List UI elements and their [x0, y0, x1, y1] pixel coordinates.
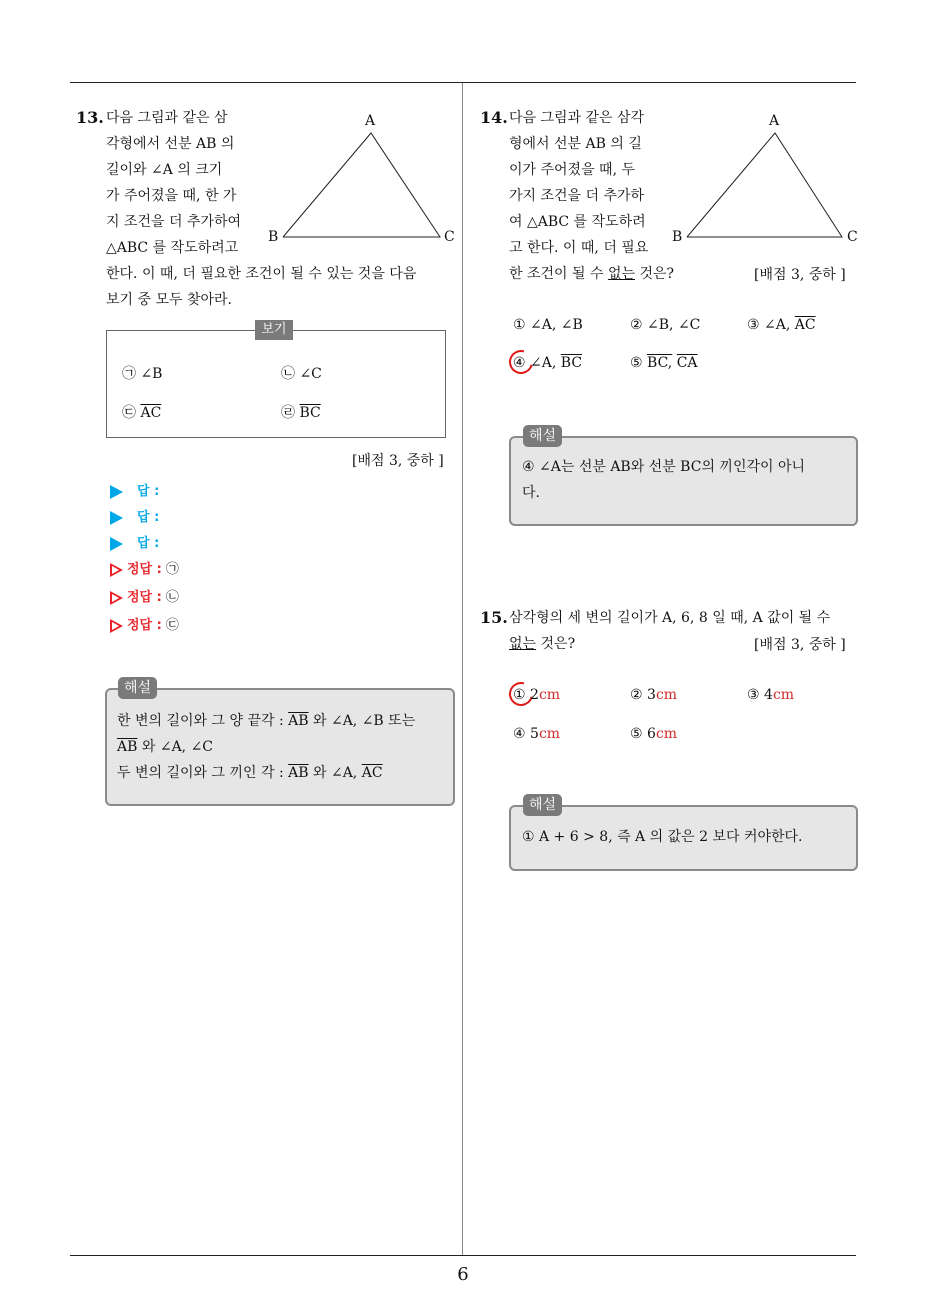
choice-4[interactable]: ④ ∠A, $\overline{BC}$	[513, 355, 583, 371]
question-text: 다음 그림과 같은 삼 각형에서 선분 AB 의 길이와 ∠A 의 크기 가 주어졌을 때, 한 가 지 조건을 더 추가하여 △ABC 를 작도하려고	[106, 110, 242, 256]
vertex-label-b: B	[268, 229, 279, 245]
choice-3[interactable]: ③ ∠A, $\overline{AC}$	[747, 317, 816, 333]
vertex-label-b: B	[672, 229, 683, 245]
choice-2[interactable]: ② 3cm	[630, 687, 678, 703]
correct-answer-line: 정답 : ㉢	[110, 614, 179, 633]
column-divider	[462, 83, 463, 1255]
solution-text: ④ ∠A는 선분 AB와 선분 BC의 끼인각이 아니 다.	[522, 459, 806, 501]
vertex-label-a: A	[365, 113, 376, 129]
triangle-figure	[280, 125, 450, 245]
vertex-label-c: C	[847, 229, 858, 245]
question-text: 다음 그림과 같은 삼각 형에서 선분 AB 의 길 이가 주어졌을 때, 두 가지 조건을 더 추가하 여 △ABC 를 작도하려 고 한다. 이 때, 더 필요 한 조건이 될 수 없는 것은?	[509, 110, 675, 282]
solution-text: 한 변의 길이와 그 양 끝각 : $\overline{AB}$ 와 ∠A, ∠B 또는 $\overline{AB}$ 와 ∠A, ∠C 두 변의 길이와 그 끼인 각 : $\overline{AB}$ 와 ∠A, $\overline{AC}$	[117, 713, 416, 781]
answer-line: 답 :	[110, 480, 159, 499]
choice-5[interactable]: ⑤ BC, $\overline{CA}$	[630, 355, 698, 371]
question-number: 13.	[76, 108, 104, 127]
solution-text: ① A + 6 > 8, 즉 A 의 값은 2 보다 커야한다.	[522, 829, 803, 845]
hollow-arrow-icon	[110, 563, 123, 577]
bogi-title: 보기	[255, 320, 293, 340]
arrow-icon	[110, 511, 123, 525]
score-label: [배점 3, 중하 ]	[352, 453, 444, 469]
choice-5[interactable]: ⑤ 6cm	[630, 726, 678, 742]
score-label: [배점 3, 중하 ]	[754, 267, 846, 283]
choice-2[interactable]: ② ∠B, ∠C	[630, 317, 701, 333]
bogi-item: ㉡ ∠C	[281, 366, 322, 382]
question-number: 14.	[480, 108, 508, 127]
hollow-arrow-icon	[110, 591, 123, 605]
bogi-item: ㉣ $\overline{BC}$	[281, 405, 321, 421]
answer-line: 답 :	[110, 506, 159, 525]
choice-4[interactable]: ④ 5cm	[513, 726, 561, 742]
correct-answer-line: 정답 : ㉠	[110, 558, 179, 577]
solution-tag: 해설	[118, 677, 157, 699]
solution-tag: 해설	[523, 794, 562, 816]
choice-1[interactable]: ① ∠A, ∠B	[513, 317, 583, 333]
page-number: 6	[457, 1264, 469, 1285]
answer-line: 답 :	[110, 532, 159, 551]
hollow-arrow-icon	[110, 619, 123, 633]
choice-3[interactable]: ③ 4cm	[747, 687, 795, 703]
correct-answer-line: 정답 : ㉡	[110, 586, 179, 605]
arrow-icon	[110, 537, 123, 551]
vertex-label-c: C	[444, 229, 455, 245]
bogi-item: ㉠ ∠B	[122, 366, 163, 382]
score-label: [배점 3, 중하 ]	[754, 637, 846, 653]
triangle-figure	[684, 125, 854, 245]
question-number: 15.	[480, 608, 508, 627]
vertex-label-a: A	[769, 113, 780, 129]
question-text-continued: 한다. 이 때, 더 필요한 조건이 될 수 있는 것을 다음 보기 중 모두 찾아라.	[106, 266, 417, 308]
top-rule	[70, 82, 856, 83]
bogi-item: ㉢ $\overline{AC}$	[122, 405, 162, 421]
arrow-icon	[110, 485, 123, 499]
choice-1[interactable]: ① 2cm	[513, 687, 561, 703]
question-text: 삼각형의 세 변의 길이가 A, 6, 8 일 때, A 값이 될 수 없는 것은?	[509, 610, 831, 652]
bottom-rule	[70, 1255, 856, 1256]
solution-tag: 해설	[523, 425, 562, 447]
